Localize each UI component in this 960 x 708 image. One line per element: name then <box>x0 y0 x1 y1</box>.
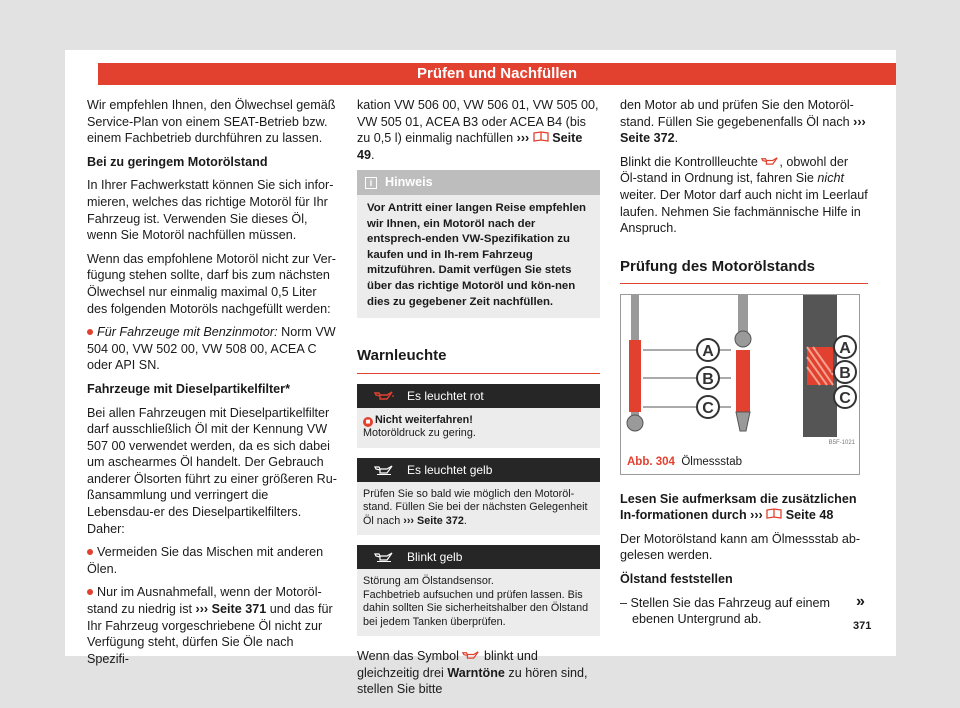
paragraph: Bei allen Fahrzeugen mit Dieselpartikelfilter darf ausschließlich Öl mit der Kennung VW 507 00 verwendet werden, da es sich dabei um aschearmes Öl handelt. Der Gebrauch anderer Ölsorten führt zu einer größeren Ru-ßansammlung und verringert die Lebensdau-er des Dieselpartikelfilters. Daher: <box>87 405 337 536</box>
paragraph: Wenn das empfohlene Motoröl nicht zur Ver-fügung stehen sollte, darf bis zum nächsten Ölwechsel nur einmalig maximal 0,5 Liter des folgenden Motoröls nachgefüllt werden: <box>87 251 336 316</box>
bullet-dot <box>87 329 93 335</box>
oil-level-icon <box>374 551 394 562</box>
oil-level-icon <box>374 464 394 475</box>
section-heading: Prüfung des Motorölstands <box>620 255 868 285</box>
paragraph: Der Motorölstand kann am Ölmessstab ab-gelesen werden. <box>620 531 861 563</box>
page-link[interactable]: ››› Seite 371 <box>195 602 267 617</box>
svg-text:B: B <box>702 371 714 389</box>
oil-can-icon <box>374 390 394 401</box>
bullet-item: Vermeiden Sie das Mischen mit anderen Ölen. <box>87 545 324 576</box>
book-icon <box>766 508 782 519</box>
dipstick-illustration <box>621 295 859 447</box>
note-box <box>357 170 600 318</box>
page-number: 371 <box>853 620 872 632</box>
warning-lamp-blinking <box>357 545 600 636</box>
paragraph: In Ihrer Fachwerkstatt können Sie sich infor-mieren, welches das richtige Motoröl für Ihr Fahrzeug ist. Verwenden Sie dieses Öl, wenn Sie Motoröl nachfüllen müssen. <box>87 178 334 243</box>
page-link[interactable]: ››› Seite 372 <box>403 514 464 527</box>
stop-icon: ■ <box>363 417 373 427</box>
column-3 <box>620 97 868 635</box>
column-1 <box>87 97 337 674</box>
svg-text:C: C <box>702 400 714 418</box>
bullet-dot <box>87 589 93 595</box>
column-2 <box>357 97 600 705</box>
page-link[interactable]: ››› Seite 372 <box>620 114 866 146</box>
note-header: i Hinweis <box>357 170 600 195</box>
page-header: Prüfen und Nachfüllen <box>98 63 896 85</box>
note-body: Vor Antritt einer langen Reise empfehlen wir Ihnen, ein Motoröl nach der entsprech-enden VW-Spezifikation zu kaufen und in Ih-rem Fahrzeug mitzuführen. Damit verfügen Sie stets über das richtige Motoröl und kön-nen dies zu gegebener Zeit nachfüllen. <box>367 201 586 308</box>
oil-can-icon <box>761 156 779 166</box>
svg-text:B: B <box>839 365 851 383</box>
lamp-header: Es leuchtet rot <box>357 384 600 408</box>
bullet-item: Für Fahrzeuge mit Benzinmotor: Norm VW 504 00, VW 502 00, VW 508 00, ACEA C oder API SN. <box>87 325 336 373</box>
paragraph: Wir empfehlen Ihnen, den Ölwechsel gemäß Service-Plan von einem SEAT-Betrieb bzw. einem Fachbetrieb durchführen zu lassen. <box>87 98 336 146</box>
bullet-item: Nur im Ausnahmefall, wenn der Motoröl-stand zu niedrig ist ››› Seite 371 und das für Ihr Fahrzeug vorgeschriebene Öl nicht zur Verfügung steht, dürfen Sie Öle nach Spezifi- <box>87 585 333 666</box>
figure-code: B5F-1021 <box>828 440 855 447</box>
lamp-header: Blinkt gelb <box>357 545 600 569</box>
figure-dipstick <box>620 294 860 474</box>
subheading: Lesen Sie aufmerksam die zusätzlichen In-formationen durch ››› Seite 48 <box>620 491 857 523</box>
page-link[interactable]: ››› Seite 49 <box>357 131 583 162</box>
lamp-description: Prüfen Sie so bald wie möglich den Motorölstand. Füllen Sie bei der nächsten Gelegenheit Öl nach ››› Seite 372. <box>357 482 600 536</box>
section-heading: Warnleuchte <box>357 344 600 374</box>
svg-text:A: A <box>702 343 714 361</box>
svg-text:A: A <box>839 340 851 358</box>
lamp-description: ■ Nicht weiterfahren! Motoröldruck zu gering. <box>357 408 600 448</box>
lamp-description: Störung am Ölstandsensor. Fachbetrieb aufsuchen und prüfen lassen. Bis dahin sollten Sie sicherheitshalber den Ölstand bei jedem Tanken überprüfen. <box>357 569 600 636</box>
subheading: Bei zu geringem Motorölstand <box>87 154 268 169</box>
oil-can-icon <box>462 650 480 660</box>
bullet-dot <box>87 549 93 555</box>
svg-text:C: C <box>839 390 851 408</box>
figure-caption: Abb. 304 Ölmessstab <box>627 455 743 468</box>
warning-lamp-red <box>357 384 600 448</box>
subheading: Fahrzeuge mit Dieselpartikelfilter* <box>87 381 290 396</box>
lamp-header: Es leuchtet gelb <box>357 458 600 482</box>
book-icon <box>533 131 549 142</box>
info-icon: i <box>365 177 377 189</box>
warning-lamp-yellow <box>357 458 600 536</box>
continue-marker: » <box>856 593 865 610</box>
paragraph: kation VW 506 00, VW 506 01, VW 505 00, VW 505 01, ACEA B3 oder ACEA B4 (bis zu 0,5 l) einmalig nachfüllen ››› Seite 49. <box>357 98 599 162</box>
manual-page <box>65 50 896 697</box>
page-link[interactable]: ››› Seite 48 <box>750 508 834 523</box>
paragraph: Wenn das Symbol blinkt und gleichzeitig drei Warntöne zu hören sind, stellen Sie bitte <box>357 649 588 697</box>
subheading: Ölstand feststellen <box>620 571 733 586</box>
paragraph: den Motor ab und prüfen Sie den Motoröl-stand. Füllen Sie gegebenenfalls Öl nach ››› Seite 372. <box>620 98 866 146</box>
paragraph: Blinkt die Kontrollleuchte , obwohl der Öl-stand in Ordnung ist, fahren Sie nicht weiter. Der Motor darf auch nicht im Leerlauf laufen. Nehmen Sie fachmännische Hilfe in Anspruch. <box>620 154 868 236</box>
step-item: – Stellen Sie das Fahrzeug auf einem ebenen Untergrund ab. <box>620 595 831 627</box>
